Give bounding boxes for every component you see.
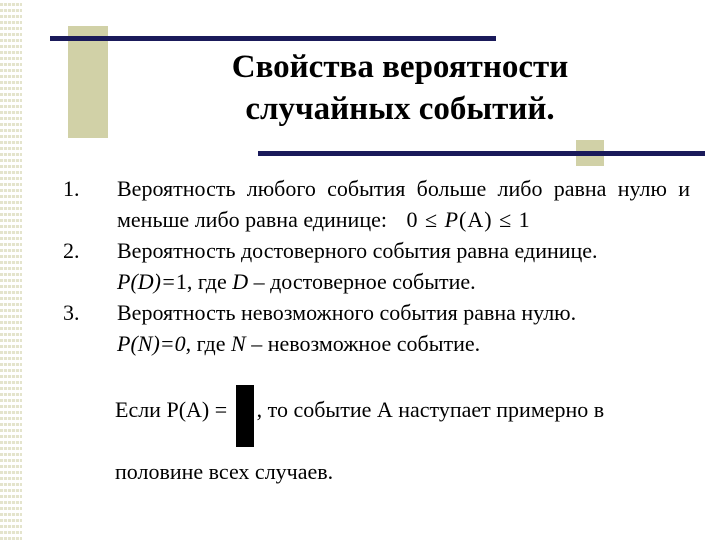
formula-arg: (A) [459,207,493,232]
list-item-text: Вероятность невозможного события равна нулю. [117,300,577,325]
list-item [60,297,690,359]
list-item-sub-rest: – невозможное событие. [245,331,481,356]
formula-value: 1 [175,269,187,294]
formula-pd: P(D)= [117,269,176,294]
list-item [60,235,690,297]
slide-title [170,46,630,130]
list-item [60,173,690,235]
decorative-line-right [258,151,705,156]
striped-margin-decoration [0,0,22,540]
title-line-2: случайных событий. [245,91,555,127]
list-number: 2. [63,238,80,263]
inequality-formula [406,207,530,232]
decorative-block-top-left [68,26,108,138]
event-variable: N [231,331,246,356]
note-text-before: Если P(A) = [115,397,233,422]
list-number: 1. [63,176,80,201]
formula-pn: P(N)=0 [117,331,186,356]
list-item-sub-rest: – достоверное событие. [248,269,476,294]
list-item-text: Вероятность достоверного события равна единице. [117,238,598,263]
formula-left: 0 ≤ [406,207,445,232]
properties-list [60,173,690,359]
event-variable: D [232,269,249,294]
decorative-line-top [50,36,496,41]
formula-var: P [444,207,460,232]
list-item-text: Вероятность любого события больше либо равна нулю и меньше либо равна единице: [117,176,690,232]
title-line-1: Свойства вероятности [231,49,569,85]
note-paragraph [115,394,695,487]
list-item-sub-mid: , где [186,269,233,294]
note-text-after: , то событие А наступает примерно в половине всех случаев. [115,397,605,484]
formula-right: ≤ 1 [492,207,531,232]
list-item-sub-mid: , где [185,331,232,356]
redacted-value-block [236,385,254,447]
list-number: 3. [63,300,80,325]
